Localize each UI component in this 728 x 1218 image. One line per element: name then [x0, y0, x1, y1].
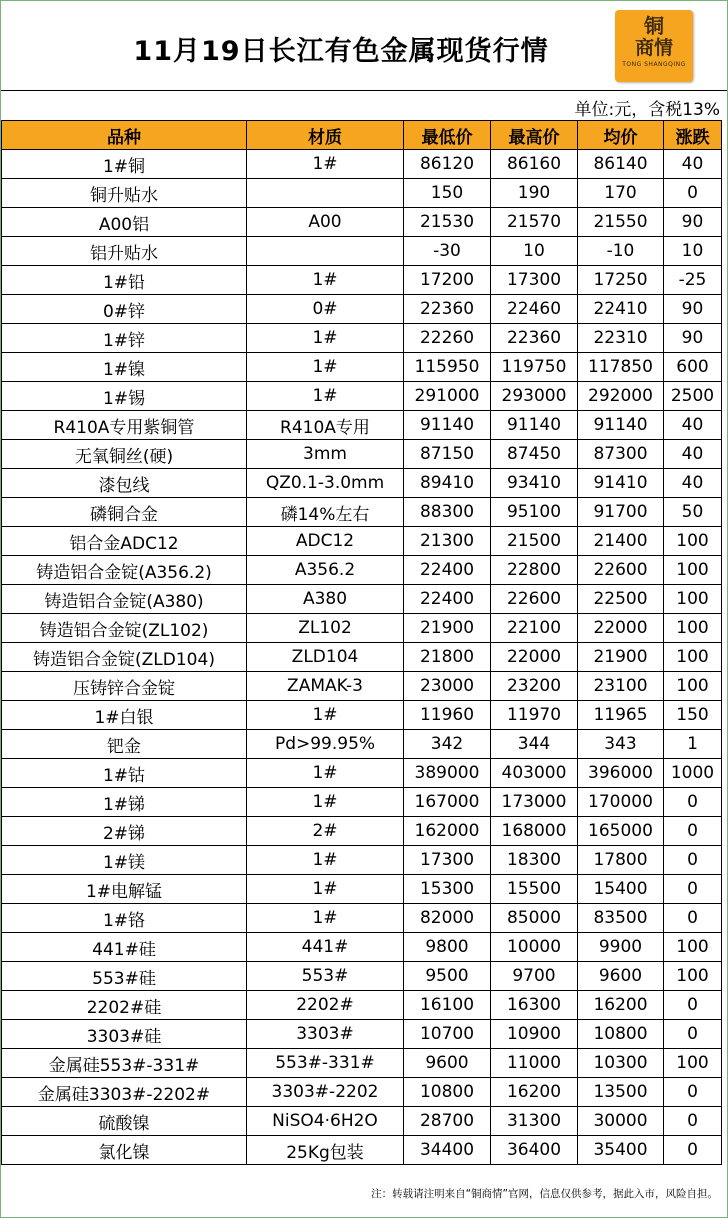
price-table [1, 120, 722, 1165]
cell-avg-price: 9600 [578, 962, 664, 991]
cell-high-price: 10000 [491, 933, 578, 962]
cell-avg-price: 13500 [578, 1078, 664, 1107]
table-row [2, 759, 722, 788]
cell-material: 1# [247, 266, 404, 295]
cell-high-price: 173000 [491, 788, 578, 817]
cell-variety: 2202#硅 [2, 991, 247, 1020]
cell-change: 10 [664, 237, 722, 266]
cell-avg-price: 91410 [578, 469, 664, 498]
cell-variety: 1#白银 [2, 701, 247, 730]
cell-avg-price: 292000 [578, 382, 664, 411]
cell-high-price: 21570 [491, 208, 578, 237]
cell-material: 1# [247, 904, 404, 933]
cell-material: NiSO4·6H2O [247, 1107, 404, 1136]
cell-high-price: 36400 [491, 1136, 578, 1165]
cell-avg-price: 10300 [578, 1049, 664, 1078]
cell-low-price: 21300 [404, 527, 491, 556]
cell-avg-price: 22600 [578, 556, 664, 585]
cell-low-price: -30 [404, 237, 491, 266]
cell-high-price: 86160 [491, 150, 578, 179]
cell-material: 1# [247, 701, 404, 730]
cell-low-price: 291000 [404, 382, 491, 411]
cell-variety: 铸造铝合金锭(A356.2) [2, 556, 247, 585]
cell-change: 100 [664, 614, 722, 643]
header-change: 涨跌 [664, 121, 722, 150]
cell-low-price: 23000 [404, 672, 491, 701]
cell-variety: 铸造铝合金锭(ZLD104) [2, 643, 247, 672]
cell-avg-price: 87300 [578, 440, 664, 469]
cell-variety: 无氧铜丝(硬) [2, 440, 247, 469]
cell-variety: 1#铬 [2, 904, 247, 933]
cell-high-price: 22800 [491, 556, 578, 585]
cell-material: A380 [247, 585, 404, 614]
cell-change: 0 [664, 1078, 722, 1107]
cell-material: 3303# [247, 1020, 404, 1049]
cell-material: A356.2 [247, 556, 404, 585]
cell-change: 40 [664, 440, 722, 469]
cell-high-price: 22460 [491, 295, 578, 324]
cell-high-price: 91140 [491, 411, 578, 440]
table-row [2, 846, 722, 875]
cell-low-price: 342 [404, 730, 491, 759]
cell-low-price: 16100 [404, 991, 491, 1020]
table-row [2, 817, 722, 846]
cell-change: 2500 [664, 382, 722, 411]
cell-variety: 1#锑 [2, 788, 247, 817]
cell-material: 3303#-2202 [247, 1078, 404, 1107]
cell-change: 0 [664, 846, 722, 875]
cell-avg-price: 22500 [578, 585, 664, 614]
cell-material: 1# [247, 846, 404, 875]
cell-low-price: 115950 [404, 353, 491, 382]
cell-high-price: 87450 [491, 440, 578, 469]
cell-material: 2# [247, 817, 404, 846]
cell-variety: 1#电解锰 [2, 875, 247, 904]
cell-change: 40 [664, 469, 722, 498]
cell-low-price: 10700 [404, 1020, 491, 1049]
cell-low-price: 150 [404, 179, 491, 208]
cell-high-price: 85000 [491, 904, 578, 933]
cell-avg-price: 22310 [578, 324, 664, 353]
title-row [1, 1, 727, 91]
table-row [2, 150, 722, 179]
cell-avg-price: 170000 [578, 788, 664, 817]
cell-low-price: 21800 [404, 643, 491, 672]
cell-variety: 1#镁 [2, 846, 247, 875]
table-row [2, 1136, 722, 1165]
table-row [2, 1049, 722, 1078]
cell-avg-price: 396000 [578, 759, 664, 788]
cell-low-price: 162000 [404, 817, 491, 846]
cell-material: 553# [247, 962, 404, 991]
table-row [2, 440, 722, 469]
cell-avg-price: 117850 [578, 353, 664, 382]
cell-material [247, 179, 404, 208]
header-material: 材质 [247, 121, 404, 150]
cell-material: ZLD104 [247, 643, 404, 672]
cell-material: A00 [247, 208, 404, 237]
table-row [2, 962, 722, 991]
cell-variety: 压铸锌合金锭 [2, 672, 247, 701]
cell-material: 2202# [247, 991, 404, 1020]
cell-avg-price: 165000 [578, 817, 664, 846]
table-row [2, 411, 722, 440]
cell-high-price: 16200 [491, 1078, 578, 1107]
cell-variety: 磷铜合金 [2, 498, 247, 527]
cell-change: 0 [664, 991, 722, 1020]
cell-variety: A00铝 [2, 208, 247, 237]
cell-high-price: 168000 [491, 817, 578, 846]
cell-high-price: 22360 [491, 324, 578, 353]
logo-char: 铜 [644, 14, 664, 38]
cell-variety: 铝合金ADC12 [2, 527, 247, 556]
cell-change: 1 [664, 730, 722, 759]
cell-avg-price: -10 [578, 237, 664, 266]
cell-variety: 铝升贴水 [2, 237, 247, 266]
cell-low-price: 11960 [404, 701, 491, 730]
cell-low-price: 28700 [404, 1107, 491, 1136]
cell-low-price: 389000 [404, 759, 491, 788]
table-row [2, 1020, 722, 1049]
cell-material: ADC12 [247, 527, 404, 556]
cell-avg-price: 83500 [578, 904, 664, 933]
cell-low-price: 88300 [404, 498, 491, 527]
cell-avg-price: 9900 [578, 933, 664, 962]
cell-avg-price: 10800 [578, 1020, 664, 1049]
cell-material: 0# [247, 295, 404, 324]
cell-change: 0 [664, 875, 722, 904]
cell-material: 1# [247, 759, 404, 788]
cell-avg-price: 170 [578, 179, 664, 208]
cell-change: 0 [664, 1136, 722, 1165]
cell-avg-price: 35400 [578, 1136, 664, 1165]
cell-material: 441# [247, 933, 404, 962]
cell-material: ZL102 [247, 614, 404, 643]
table-row [2, 788, 722, 817]
cell-avg-price: 16200 [578, 991, 664, 1020]
cell-change: 50 [664, 498, 722, 527]
cell-variety: 铜升贴水 [2, 179, 247, 208]
cell-material: 553#-331# [247, 1049, 404, 1078]
cell-material: 1# [247, 353, 404, 382]
cell-avg-price: 91140 [578, 411, 664, 440]
cell-avg-price: 343 [578, 730, 664, 759]
table-row [2, 933, 722, 962]
cell-high-price: 119750 [491, 353, 578, 382]
cell-avg-price: 86140 [578, 150, 664, 179]
logo-subtext: TONG SHANGQING [622, 61, 686, 68]
table-body [2, 150, 722, 1165]
cell-change: 90 [664, 295, 722, 324]
cell-material: 1# [247, 875, 404, 904]
table-row [2, 208, 722, 237]
cell-low-price: 82000 [404, 904, 491, 933]
table-row [2, 556, 722, 585]
cell-variety: 1#铜 [2, 150, 247, 179]
cell-avg-price: 22410 [578, 295, 664, 324]
cell-low-price: 34400 [404, 1136, 491, 1165]
cell-low-price: 89410 [404, 469, 491, 498]
cell-variety: 0#锌 [2, 295, 247, 324]
cell-low-price: 91140 [404, 411, 491, 440]
cell-variety: 金属硅3303#-2202# [2, 1078, 247, 1107]
cell-material: 1# [247, 788, 404, 817]
cell-change: 0 [664, 179, 722, 208]
cell-low-price: 86120 [404, 150, 491, 179]
table-row [2, 585, 722, 614]
cell-avg-price: 17250 [578, 266, 664, 295]
cell-avg-price: 21900 [578, 643, 664, 672]
cell-change: 100 [664, 643, 722, 672]
table-row [2, 469, 722, 498]
cell-low-price: 15300 [404, 875, 491, 904]
table-row [2, 237, 722, 266]
cell-change: 0 [664, 817, 722, 846]
cell-change: 100 [664, 962, 722, 991]
cell-change: -25 [664, 266, 722, 295]
cell-variety: 441#硅 [2, 933, 247, 962]
cell-material: ZAMAK-3 [247, 672, 404, 701]
table-row [2, 904, 722, 933]
table-row [2, 701, 722, 730]
cell-change: 1000 [664, 759, 722, 788]
cell-low-price: 21530 [404, 208, 491, 237]
cell-low-price: 17200 [404, 266, 491, 295]
cell-variety: 1#铅 [2, 266, 247, 295]
table-row [2, 324, 722, 353]
header-high-price: 最高价 [491, 121, 578, 150]
table-row [2, 266, 722, 295]
cell-change: 100 [664, 672, 722, 701]
cell-avg-price: 15400 [578, 875, 664, 904]
cell-material: 1# [247, 324, 404, 353]
cell-low-price: 87150 [404, 440, 491, 469]
cell-material: QZ0.1-3.0mm [247, 469, 404, 498]
cell-high-price: 11970 [491, 701, 578, 730]
table-row [2, 1078, 722, 1107]
cell-high-price: 18300 [491, 846, 578, 875]
cell-avg-price: 21400 [578, 527, 664, 556]
cell-avg-price: 22000 [578, 614, 664, 643]
cell-material: 3mm [247, 440, 404, 469]
cell-variety: 553#硅 [2, 962, 247, 991]
cell-change: 150 [664, 701, 722, 730]
cell-variety: 3303#硅 [2, 1020, 247, 1049]
cell-change: 0 [664, 788, 722, 817]
table-row [2, 527, 722, 556]
cell-material [247, 237, 404, 266]
cell-material: R410A专用 [247, 411, 404, 440]
cell-change: 40 [664, 411, 722, 440]
cell-change: 0 [664, 1107, 722, 1136]
cell-high-price: 403000 [491, 759, 578, 788]
cell-high-price: 31300 [491, 1107, 578, 1136]
cell-variety: 2#锑 [2, 817, 247, 846]
cell-high-price: 11000 [491, 1049, 578, 1078]
footnote: 注：转载请注明来自“铜商情”官网，信息仅供参考，据此入市，风险自担。 [371, 1188, 718, 1200]
cell-low-price: 22400 [404, 585, 491, 614]
cell-low-price: 9500 [404, 962, 491, 991]
cell-change: 100 [664, 933, 722, 962]
table-row [2, 614, 722, 643]
header-low-price: 最低价 [404, 121, 491, 150]
table-row [2, 353, 722, 382]
cell-avg-price: 17800 [578, 846, 664, 875]
cell-change: 0 [664, 1020, 722, 1049]
cell-change: 600 [664, 353, 722, 382]
cell-variety: 1#锌 [2, 324, 247, 353]
cell-low-price: 9600 [404, 1049, 491, 1078]
cell-change: 100 [664, 1049, 722, 1078]
table-row [2, 179, 722, 208]
cell-variety: 硫酸镍 [2, 1107, 247, 1136]
table-row [2, 991, 722, 1020]
cell-variety: 1#锡 [2, 382, 247, 411]
cell-high-price: 22000 [491, 643, 578, 672]
cell-high-price: 9700 [491, 962, 578, 991]
cell-avg-price: 91700 [578, 498, 664, 527]
cell-high-price: 15500 [491, 875, 578, 904]
cell-avg-price: 23100 [578, 672, 664, 701]
cell-high-price: 10900 [491, 1020, 578, 1049]
unit-note: 单位:元，含税13% [574, 100, 720, 120]
cell-avg-price: 11965 [578, 701, 664, 730]
cell-low-price: 22400 [404, 556, 491, 585]
cell-material: Pd>99.95% [247, 730, 404, 759]
cell-high-price: 23200 [491, 672, 578, 701]
cell-avg-price: 21550 [578, 208, 664, 237]
cell-high-price: 344 [491, 730, 578, 759]
cell-low-price: 9800 [404, 933, 491, 962]
cell-low-price: 22260 [404, 324, 491, 353]
cell-high-price: 16300 [491, 991, 578, 1020]
cell-material: 1# [247, 382, 404, 411]
table-row [2, 643, 722, 672]
header-avg-price: 均价 [578, 121, 664, 150]
cell-variety: 1#镍 [2, 353, 247, 382]
table-row [2, 382, 722, 411]
cell-low-price: 167000 [404, 788, 491, 817]
cell-change: 100 [664, 527, 722, 556]
brand-logo [615, 10, 693, 82]
cell-change: 90 [664, 208, 722, 237]
cell-material: 磷14%左右 [247, 498, 404, 527]
cell-change: 100 [664, 585, 722, 614]
table-row [2, 730, 722, 759]
cell-high-price: 22100 [491, 614, 578, 643]
cell-low-price: 10800 [404, 1078, 491, 1107]
cell-material: 25Kg包装 [247, 1136, 404, 1165]
cell-variety: 漆包线 [2, 469, 247, 498]
cell-high-price: 93410 [491, 469, 578, 498]
page-title: 11月19日长江有色金属现货行情 [133, 36, 549, 67]
cell-change: 100 [664, 556, 722, 585]
logo-text: 商情 [634, 37, 673, 59]
header-variety: 品种 [2, 121, 247, 150]
cell-high-price: 22600 [491, 585, 578, 614]
cell-variety: 钯金 [2, 730, 247, 759]
cell-variety: 金属硅553#-331# [2, 1049, 247, 1078]
table-row [2, 1107, 722, 1136]
cell-change: 90 [664, 324, 722, 353]
cell-low-price: 21900 [404, 614, 491, 643]
cell-variety: 氯化镍 [2, 1136, 247, 1165]
cell-high-price: 10 [491, 237, 578, 266]
cell-high-price: 190 [491, 179, 578, 208]
cell-change: 40 [664, 150, 722, 179]
cell-change: 0 [664, 904, 722, 933]
table-row [2, 672, 722, 701]
cell-low-price: 22360 [404, 295, 491, 324]
table-row [2, 875, 722, 904]
cell-high-price: 21500 [491, 527, 578, 556]
cell-material: 1# [247, 150, 404, 179]
cell-variety: 铸造铝合金锭(A380) [2, 585, 247, 614]
table-header-row [2, 121, 722, 150]
table-row [2, 498, 722, 527]
cell-variety: 1#钴 [2, 759, 247, 788]
cell-avg-price: 30000 [578, 1107, 664, 1136]
cell-high-price: 95100 [491, 498, 578, 527]
cell-variety: R410A专用紫铜管 [2, 411, 247, 440]
table-row [2, 295, 722, 324]
cell-low-price: 17300 [404, 846, 491, 875]
cell-high-price: 293000 [491, 382, 578, 411]
cell-high-price: 17300 [491, 266, 578, 295]
cell-variety: 铸造铝合金锭(ZL102) [2, 614, 247, 643]
